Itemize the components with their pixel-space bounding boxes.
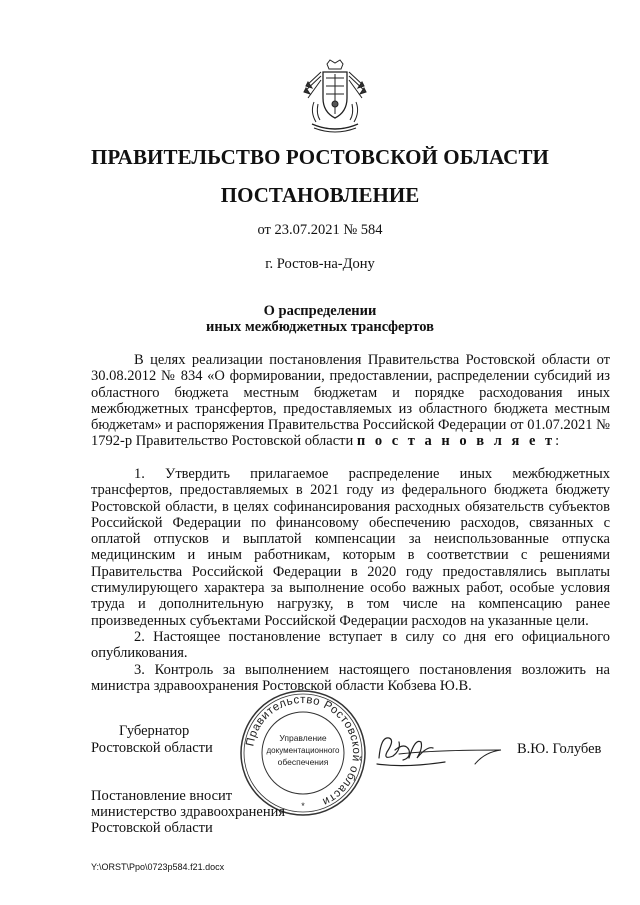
seal-ring-text: Правительство Ростовской области (244, 693, 363, 808)
introduced-by-line-3: Ростовской области (91, 820, 213, 836)
document-date-number: от 23.07.2021 № 584 (257, 222, 383, 238)
introduced-by (91, 788, 285, 836)
coat-of-arms-icon (300, 58, 370, 136)
signatory-position-line-1: Губернатор (119, 723, 190, 739)
decree-item-1: 1. Утвердить прилагаемое распределение иных межбюджетных трансфертов, предоставляемых в 2021 году из федерального бюджета бюджету Ростовской области, в целях софинансирования расходных обязательств субъектов Российской Федерации по финансовому обеспечению расходов, связанных с оплатой отпусков и выплатой компенсации за неиспользованные отпуска медицинским и иным работникам, которым в соответствии с решениями Правительства Российской Федерации в 2020 году предоставлялись выплаты стимулирующего характера за выполнение особо важных работ, особые условия труда и дополнительную нагрузку, в том числе на компенсацию ранее произведенных субъектами Российской Федерации расходов на указанные цели. (91, 466, 610, 629)
decree-word: п о с т а н о в л я е т (356, 433, 556, 450)
seal-line-1: Управление (279, 733, 327, 743)
subject-line-2: иных межбюджетных трансфертов (205, 319, 434, 335)
preamble-text: В целях реализации постановления Правительства Ростовской области от 30.08.2012 № 834 «О формировании, предоставлении, распределении субсидий из областного бюджета местным бюджетам и порядке расходования иных межбюджетных трансфертов, предоставляемых из областного бюджета местным бюджетам» и распоряжения Правительства Российской Федерации от 01.07.2021 № 1792-р Правительство Ростовской области (91, 352, 610, 450)
government-title: ПРАВИТЕЛЬСТВО РОСТОВСКОЙ ОБЛАСТИ (91, 145, 549, 169)
preamble-paragraph (91, 352, 610, 450)
signatory-position-line-2: Ростовской области (91, 740, 213, 756)
introduced-by-line-1: Постановление вносит (91, 788, 233, 804)
subject-line-1: О распределении (263, 303, 377, 319)
signatory-name: В.Ю. Голубев (517, 741, 602, 757)
seal-line-2: документационного (266, 746, 340, 755)
decree-items (91, 466, 610, 694)
document-city: г. Ростов-на-Дону (265, 256, 375, 272)
document-subject (0, 303, 640, 335)
file-path-footer: Y:\ORST\Ppo\0723p584.f21.docx (91, 862, 225, 872)
seal-line-3: обеспечения (277, 757, 329, 767)
preamble-colon: : (555, 433, 560, 450)
introduced-by-line-2: министерство здравоохранения (91, 804, 286, 820)
decree-item-2: 2. Настоящее постановление вступает в силу со дня его официального опубликования. (91, 628, 610, 662)
document-type: ПОСТАНОВЛЕНИЕ (220, 183, 420, 207)
seal-star: * (301, 801, 305, 811)
decree-item-3: 3. Контроль за выполнением настоящего постановления возложить на министра здравоохранения Ростовской области Кобзева Ю.В. (91, 661, 610, 694)
signatory-position (91, 723, 213, 757)
handwritten-signature-icon (375, 728, 505, 772)
